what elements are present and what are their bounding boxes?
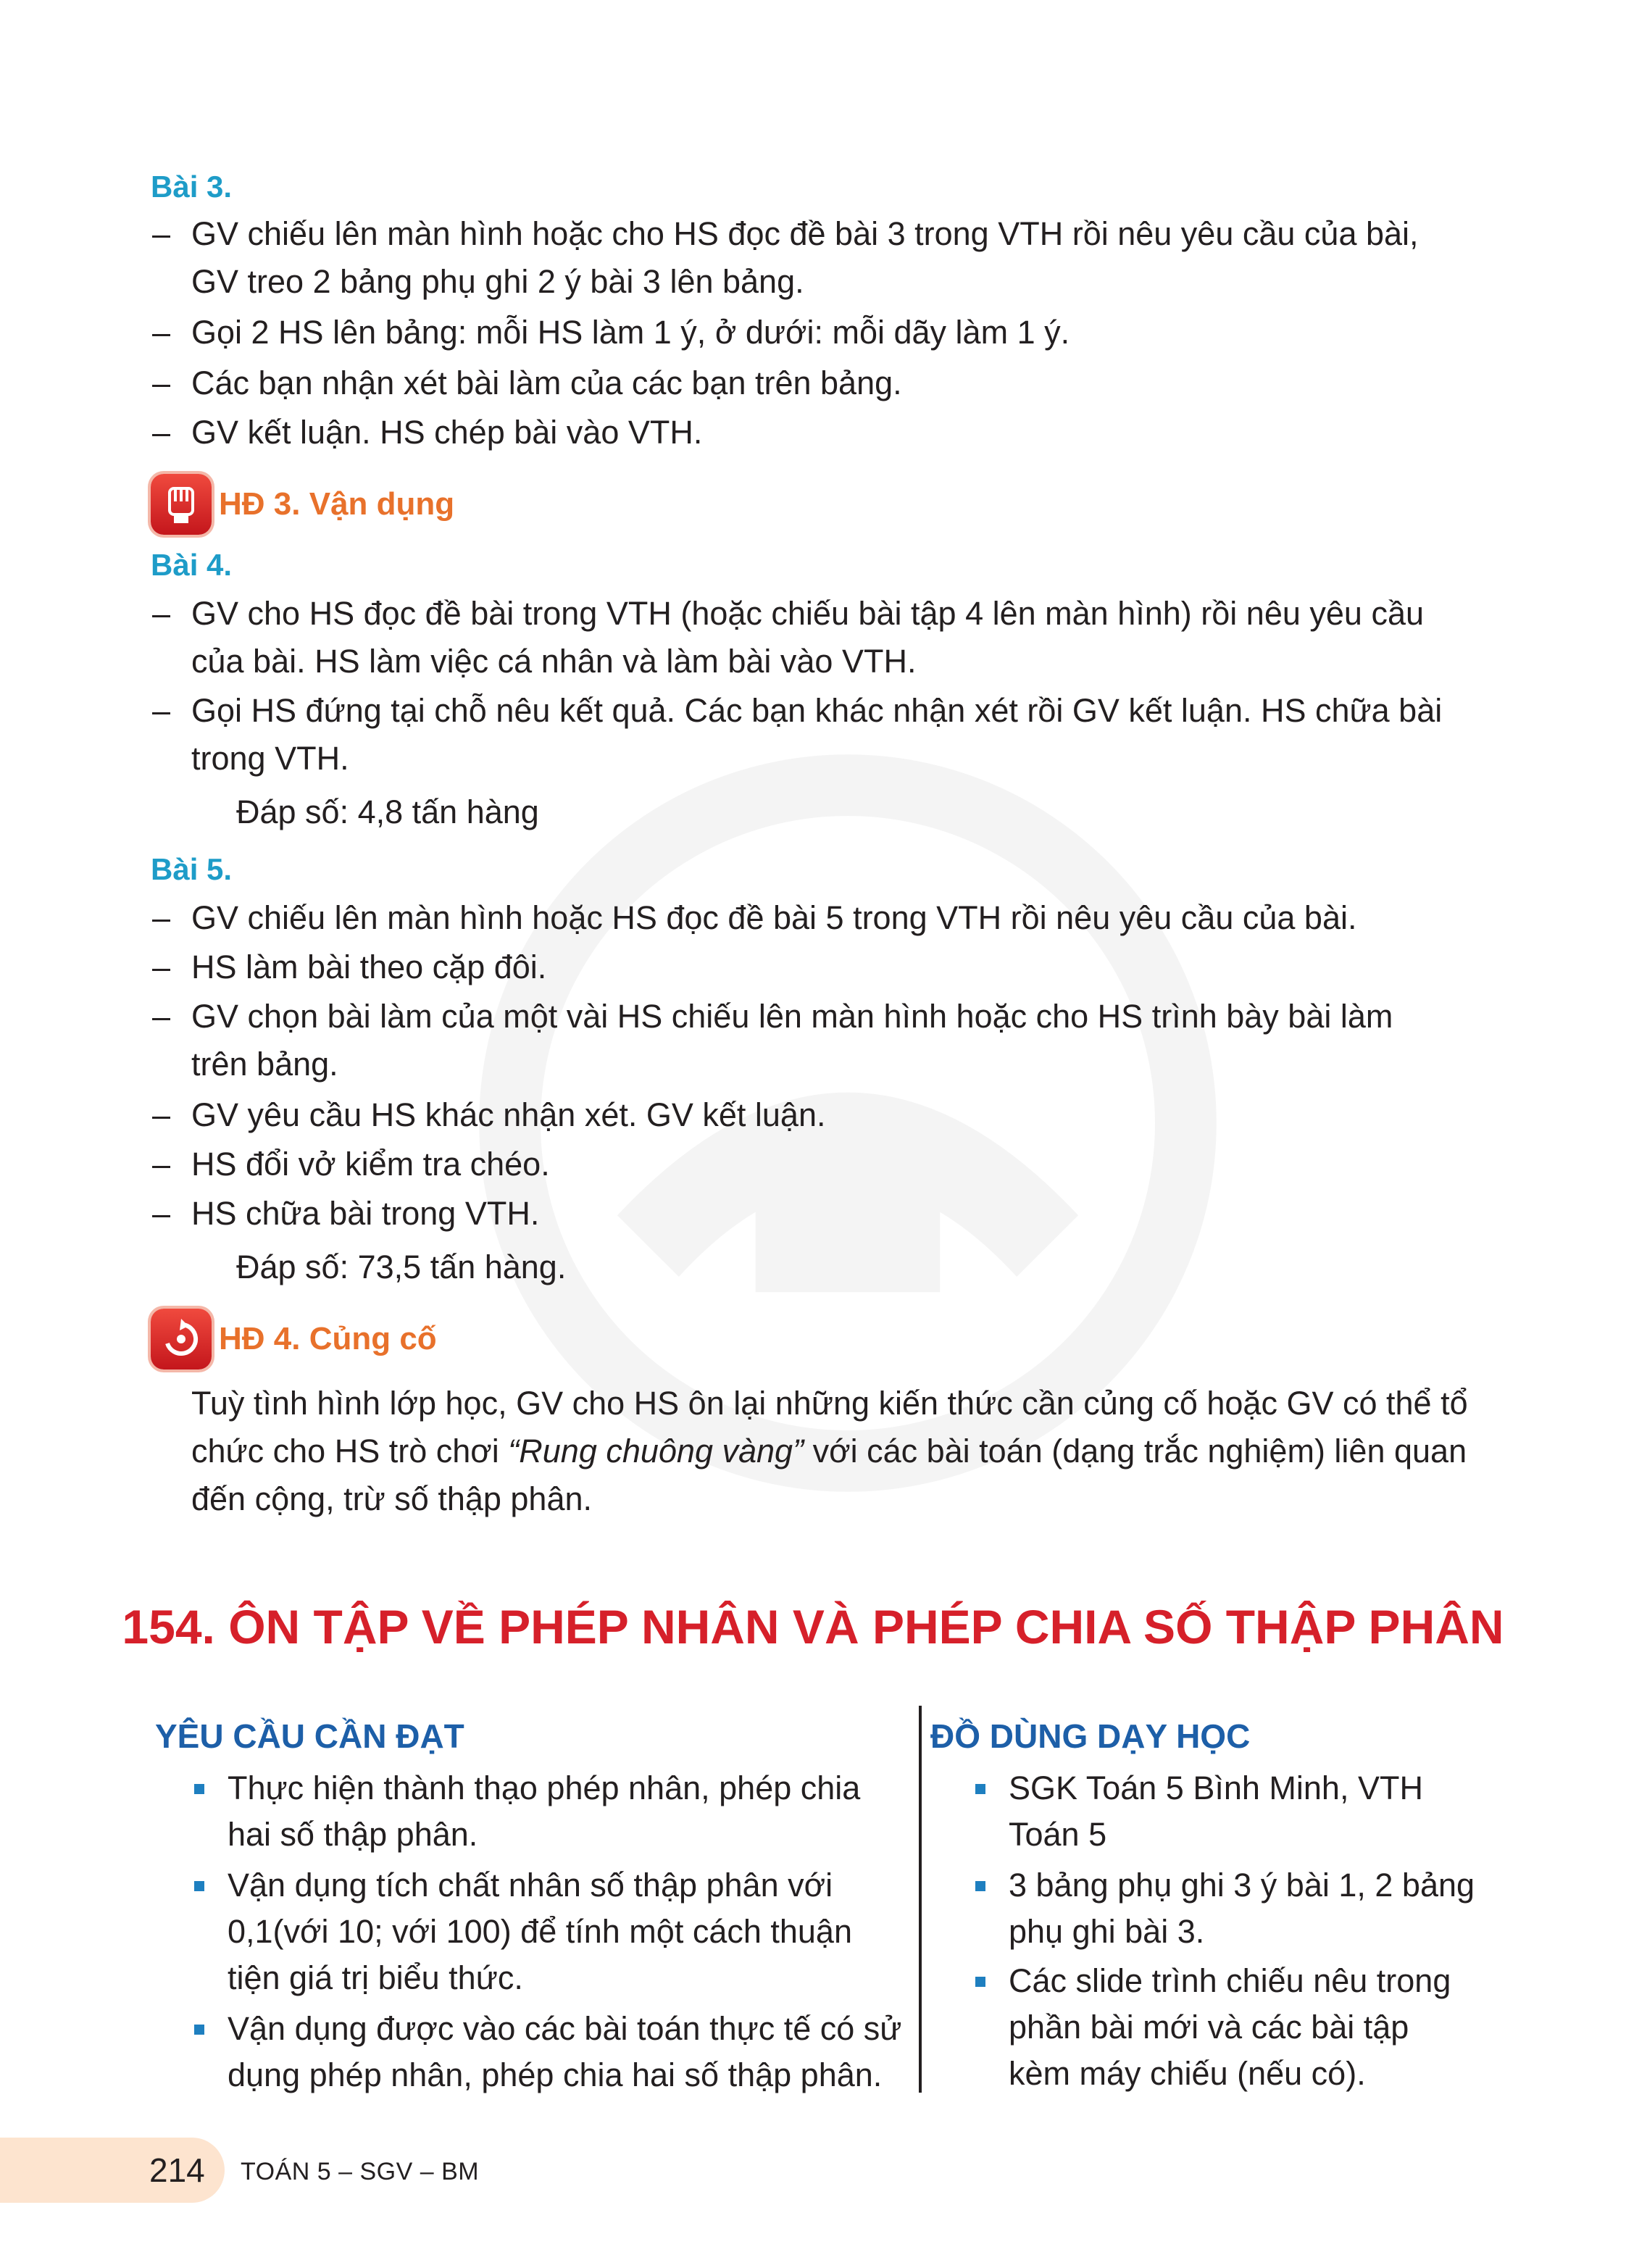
square-bullet-icon — [194, 2025, 204, 2035]
requirements-heading: YÊU CẦU CẦN ĐẠT — [155, 1717, 464, 1755]
square-bullet-icon — [194, 1784, 204, 1794]
list-item: – GV chọn bài làm của một vài HS chiếu lên màn hình hoặc cho HS trình bày bài làm trên bảng. — [191, 993, 1481, 1088]
dash-bullet: – — [152, 692, 171, 729]
list-item: – GV yêu cầu HS khác nhận xét. GV kết luận. — [191, 1091, 1481, 1139]
list-item: Vận dụng tích chất nhân số thập phân với 0,1(với 10; với 100) để tính một cách thuận tiện giá trị biểu thức. — [228, 1862, 909, 2001]
square-bullet-icon — [975, 1784, 985, 1794]
dash-bullet: – — [152, 899, 171, 936]
dash-bullet: – — [152, 595, 171, 632]
book-title: TOÁN 5 – SGV – BM — [241, 2158, 480, 2185]
hd-4-paragraph: Tuỳ tình hình lớp học, GV cho HS ôn lại những kiến thức cần củng cố hoặc GV có thể tổ chức cho HS trò chơi “Rung chuông vàng” với các bài toán (dạng trắc nghiệm) liên quan đến cộng, trừ số thập phân. — [191, 1385, 1468, 1517]
page-number: 214 — [149, 2151, 205, 2189]
list-item: – GV chiếu lên màn hình hoặc HS đọc đề bài 5 trong VTH rồi nêu yêu cầu của bài. — [191, 894, 1481, 942]
list-item: – Gọi 2 HS lên bảng: mỗi HS làm 1 ý, ở dưới: mỗi dãy làm 1 ý. — [191, 309, 1481, 357]
bai-4-title: Bài 4. — [151, 548, 233, 582]
square-bullet-icon — [975, 1881, 985, 1891]
list-item: Thực hiện thành thạo phép nhân, phép chia hai số thập phân. — [228, 1765, 909, 1858]
list-item: – HS chữa bài trong VTH. — [191, 1190, 1481, 1238]
bai-5-answer: Đáp số: 73,5 tấn hàng. — [236, 1248, 567, 1285]
hd-3-title: HĐ 3. Vận dụng — [219, 486, 455, 522]
game-name: “Rung chuông vàng” — [508, 1433, 804, 1469]
dash-bullet: – — [152, 949, 171, 985]
bai-5-title: Bài 5. — [151, 852, 233, 886]
bai-4-answer: Đáp số: 4,8 tấn hàng — [236, 793, 539, 830]
square-bullet-icon — [194, 1881, 204, 1891]
dash-bullet: – — [152, 1195, 171, 1232]
materials-heading: ĐỒ DÙNG DẠY HỌC — [930, 1717, 1251, 1755]
hd-4-title: HĐ 4. Củng cố — [219, 1321, 437, 1356]
square-bullet-icon — [975, 1977, 985, 1987]
dash-bullet: – — [152, 414, 171, 451]
dash-bullet: – — [152, 1096, 171, 1133]
list-item: Vận dụng được vào các bài toán thực tế có sử dụng phép nhân, phép chia hai số thập phân. — [228, 2006, 909, 2098]
dash-bullet: – — [152, 998, 171, 1035]
list-item: SGK Toán 5 Bình Minh, VTH Toán 5 — [1009, 1765, 1480, 1858]
dash-bullet: – — [152, 215, 171, 252]
dash-bullet: – — [152, 314, 171, 351]
list-item: 3 bảng phụ ghi 3 ý bài 1, 2 bảng phụ ghi bài 3. — [1009, 1862, 1480, 1955]
list-item: – GV chiếu lên màn hình hoặc cho HS đọc đề bài 3 trong VTH rồi nêu yêu cầu của bài, GV treo 2 bảng phụ ghi 2 ý bài 3 lên bảng. — [191, 210, 1481, 306]
bai-3-title: Bài 3. — [151, 170, 233, 204]
list-item: – GV cho HS đọc đề bài trong VTH (hoặc chiếu bài tập 4 lên màn hình) rồi nêu yêu cầu của bài. HS làm việc cá nhân và làm bài vào VTH. — [191, 590, 1481, 685]
list-item: – Gọi HS đứng tại chỗ nêu kết quả. Các bạn khác nhận xét rồi GV kết luận. HS chữa bài trong VTH. — [191, 687, 1481, 783]
list-item: – Các bạn nhận xét bài làm của các bạn trên bảng. — [191, 359, 1481, 407]
list-item: – GV kết luận. HS chép bài vào VTH. — [191, 409, 1481, 456]
list-item: Các slide trình chiếu nêu trong phần bài mới và các bài tập kèm máy chiếu (nếu có). — [1009, 1958, 1480, 2097]
list-item: – HS đổi vở kiểm tra chéo. — [191, 1141, 1481, 1188]
dash-bullet: – — [152, 1146, 171, 1183]
dash-bullet: – — [152, 364, 171, 401]
refresh-cycle-icon — [151, 1309, 212, 1369]
list-item: – HS làm bài theo cặp đôi. — [191, 943, 1481, 991]
raised-fist-icon — [151, 474, 212, 535]
section-title: 154. ÔN TẬP VỀ PHÉP NHÂN VÀ PHÉP CHIA SỐ THẬP PHÂN — [122, 1600, 1504, 1654]
column-divider — [919, 1706, 922, 2093]
